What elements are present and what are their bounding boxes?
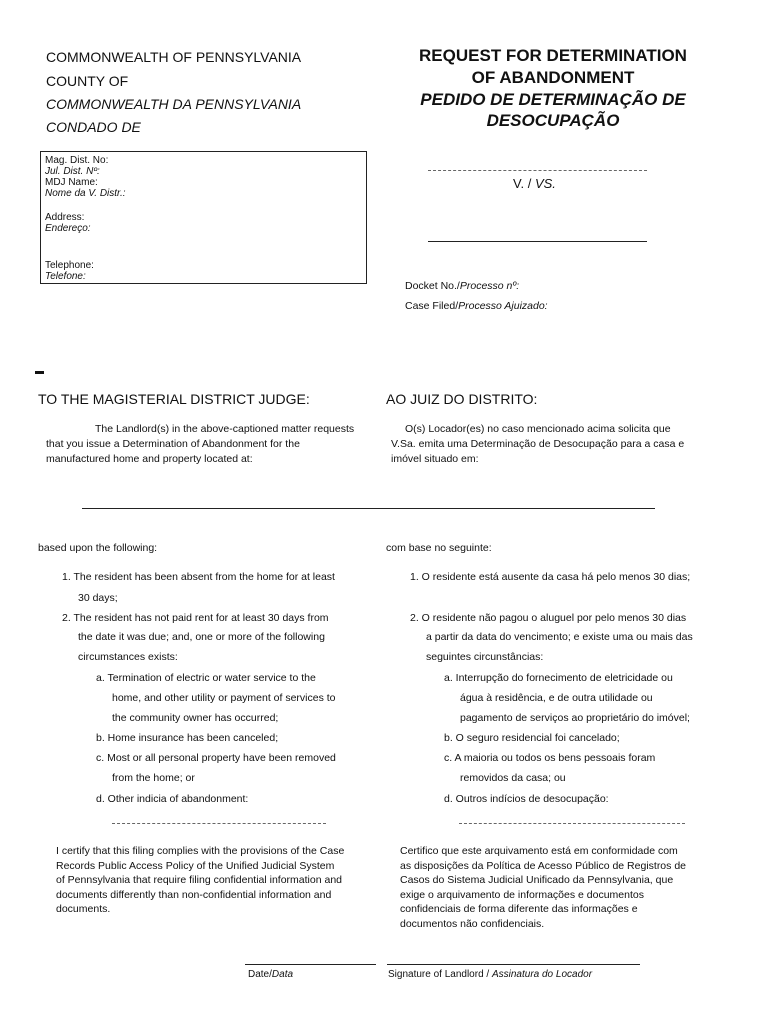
form-title-line1: REQUEST FOR DETERMINATION xyxy=(419,46,687,65)
reason-en-c: c. Most or all personal property have been removed xyxy=(96,752,336,764)
reason-pt-a-cont: água à residência, e de outra utilidade ou xyxy=(460,692,653,704)
reason-en-2-cont: the date it was due; and, one or more of the following xyxy=(78,631,325,643)
docket-label: Docket No./Processo nº: xyxy=(405,280,520,292)
dash-mark xyxy=(35,371,44,374)
reason-en-a-cont2: the community owner has occurred; xyxy=(112,712,279,724)
mag-dist-label-pt: Jul. Dist. Nº: xyxy=(45,166,100,177)
reason-en-2: 2. The resident has not paid rent for at least 30 days from xyxy=(62,612,329,624)
telephone-label-pt: Telefone: xyxy=(45,271,86,282)
reason-pt-a-cont2: pagamento de serviços ao proprietário do imóvel; xyxy=(460,712,690,724)
signature-line[interactable] xyxy=(387,964,640,965)
intro-pt-line2: V.Sa. emita uma Determinação de Desocupação para a casa e xyxy=(391,438,685,450)
county-label: COUNTY OF xyxy=(46,73,129,89)
reason-pt-d: d. Outros indícios de desocupação: xyxy=(444,793,609,805)
reason-en-c-cont: from the home; or xyxy=(112,772,195,784)
reason-pt-a: a. Interrupção do fornecimento de eletricidade ou xyxy=(444,672,673,684)
certify-en: I certify that this filing complies with the provisions of the Case Records Public Access Policy of the Unified Judicial System of Pennsylvania that require filing confidential information and documents differently than non-confidential information and documents. xyxy=(56,845,345,915)
defendant-line[interactable] xyxy=(428,241,647,242)
intro-en-line1: The Landlord(s) in the above-captioned matter requests xyxy=(95,423,355,435)
to-judge-heading: TO THE MAGISTERIAL DISTRICT JUDGE: xyxy=(38,391,310,407)
commonwealth-label: COMMONWEALTH OF PENNSYLVANIA xyxy=(46,49,302,65)
reason-en-d: d. Other indicia of abandonment: xyxy=(96,793,249,805)
signature-label: Signature of Landlord / Assinatura do Locador xyxy=(388,969,593,980)
mag-dist-label: Mag. Dist. No: xyxy=(45,155,109,166)
plaintiff-line[interactable] xyxy=(428,170,647,171)
reason-pt-2: 2. O residente não pagou o aluguel por pelo menos 30 dias xyxy=(410,612,687,624)
intro-en-line2: that you issue a Determination of Abandonment for the xyxy=(46,438,300,450)
based-upon-label: based upon the following: xyxy=(38,542,158,554)
form-title-line2: OF ABANDONMENT xyxy=(471,68,635,87)
other-indicia-line[interactable] xyxy=(112,823,326,824)
county-label-pt: CONDADO DE xyxy=(46,119,141,135)
reason-pt-c: c. A maioria ou todos os bens pessoais foram xyxy=(444,752,656,764)
reason-en-2-cont2: circumstances exists: xyxy=(78,651,178,663)
other-indicia-line-pt[interactable] xyxy=(459,823,685,824)
intro-en-line3: manufactured home and property located at: xyxy=(46,453,253,465)
form-title-line3: PEDIDO DE DETERMINAÇÃO DE xyxy=(420,90,686,109)
reason-pt-1: 1. O residente está ausente da casa há pelo menos 30 dias; xyxy=(410,571,691,583)
reason-pt-2-cont: a partir da data do vencimento; e existe uma ou mais das xyxy=(426,631,693,643)
reason-en-b: b. Home insurance has been canceled; xyxy=(96,732,279,744)
intro-pt-line1: O(s) Locador(es) no caso mencionado acima solicita que xyxy=(405,423,671,435)
intro-pt-line3: imóvel situado em: xyxy=(391,453,479,465)
to-judge-heading-pt: AO JUIZ DO DISTRITO: xyxy=(386,391,538,407)
reason-en-1: 1. The resident has been absent from the home for at least xyxy=(62,571,335,583)
reason-pt-c-cont: removidos da casa; ou xyxy=(460,772,566,784)
date-label: Date/Data xyxy=(248,969,294,980)
date-line[interactable] xyxy=(245,964,376,965)
reason-pt-2-cont2: seguintes circunstâncias: xyxy=(426,651,544,663)
reason-en-1-cont: 30 days; xyxy=(78,592,118,604)
property-address-line[interactable] xyxy=(82,508,655,509)
court-info-box xyxy=(40,151,367,284)
reason-en-a: a. Termination of electric or water service to the xyxy=(96,672,316,684)
versus-label: V. / VS. xyxy=(513,176,556,191)
based-upon-label-pt: com base no seguinte: xyxy=(386,542,492,554)
mdj-name-label: MDJ Name: xyxy=(45,177,98,188)
mdj-name-label-pt: Nome da V. Distr.: xyxy=(45,188,126,199)
reason-pt-b: b. O seguro residencial foi cancelado; xyxy=(444,732,620,744)
reason-en-a-cont: home, and other utility or payment of services to xyxy=(112,692,336,704)
address-label-pt: Endereço: xyxy=(45,223,91,234)
telephone-label: Telephone: xyxy=(45,260,94,271)
form-title-line4: DESOCUPAÇÃO xyxy=(486,111,620,130)
address-label: Address: xyxy=(45,212,85,223)
certify-pt: Certifico que este arquivamento está em conformidade com as disposições da Política de Acesso Público de Registros de Casos do Sistema Judicial Unificado da Pennsylvania, que exige o arquivamento de informações e documentos confidenciais de forma diferente das informações e documentos não confidenciais. xyxy=(400,845,686,930)
case-filed-label: Case Filed/Processo Ajuizado: xyxy=(405,300,548,312)
commonwealth-label-pt: COMMONWEALTH DA PENNSYLVANIA xyxy=(46,96,302,112)
